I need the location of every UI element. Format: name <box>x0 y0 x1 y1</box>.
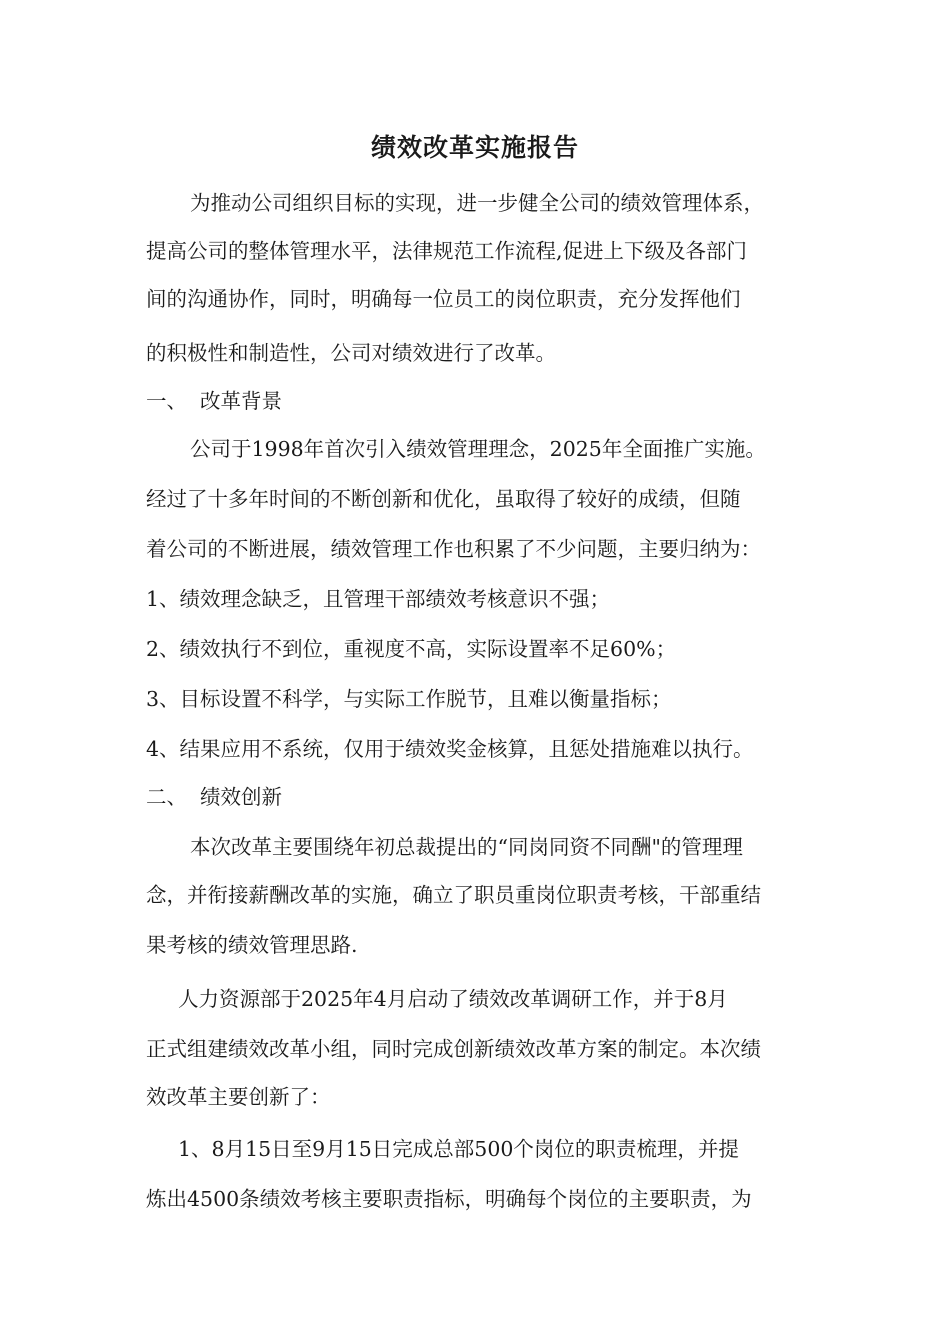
paragraph-line: 公司于1998年首次引入绩效管理理念，2025年全面推广实施。 <box>190 437 766 461</box>
section-heading-innovation: 二、 绩效创新 <box>146 785 283 809</box>
paragraph-line: 果考核的绩效管理思路. <box>146 933 358 957</box>
paragraph-line: 人力资源部于2025年4月启动了绩效改革调研工作，并于8月 <box>178 987 728 1011</box>
paragraph-line: 炼出4500条绩效考核主要职责指标，明确每个岗位的主要职责，为 <box>146 1187 752 1211</box>
paragraph-line: 念，并衔接薪酬改革的实施，确立了职员重岗位职责考核，干部重结 <box>146 883 761 907</box>
list-item: 1、绩效理念缺乏，且管理干部绩效考核意识不强； <box>146 587 611 611</box>
paragraph-line: 间的沟通协作，同时，明确每一位员工的岗位职责，充分发挥他们 <box>146 287 741 311</box>
list-item: 1、8月15日至9月15日完成总部500个岗位的职责梳理，并提 <box>178 1137 739 1161</box>
document-title: 绩效改革实施报告 <box>370 133 579 162</box>
paragraph-line: 的积极性和制造性，公司对绩效进行了改革。 <box>146 341 556 365</box>
paragraph-line: 正式组建绩效改革小组，同时完成创新绩效改革方案的制定。本次绩 <box>146 1037 761 1061</box>
paragraph-line: 本次改革主要围绕年初总裁提出的“同岗同资不同酬"的管理理 <box>190 835 743 859</box>
list-item: 3、目标设置不科学，与实际工作脱节，且难以衡量指标； <box>146 687 672 711</box>
list-item: 4、结果应用不系统，仅用于绩效奖金核算，且惩处措施难以执行。 <box>146 737 754 761</box>
paragraph-line: 经过了十多年时间的不断创新和优化，虽取得了较好的成绩，但随 <box>146 487 741 511</box>
paragraph-line: 提高公司的整体管理水平，法律规范工作流程,促进上下级及各部门 <box>146 239 748 263</box>
paragraph-line: 为推动公司组织目标的实现，进一步健全公司的绩效管理体系， <box>190 191 764 215</box>
list-item: 2、绩效执行不到位，重视度不高，实际设置率不足60%； <box>146 637 677 661</box>
paragraph-line: 效改革主要创新了： <box>146 1085 331 1109</box>
paragraph-line: 着公司的不断进展，绩效管理工作也积累了不少问题，主要归纳为： <box>146 537 761 561</box>
section-heading-background: 一、 改革背景 <box>146 389 283 413</box>
